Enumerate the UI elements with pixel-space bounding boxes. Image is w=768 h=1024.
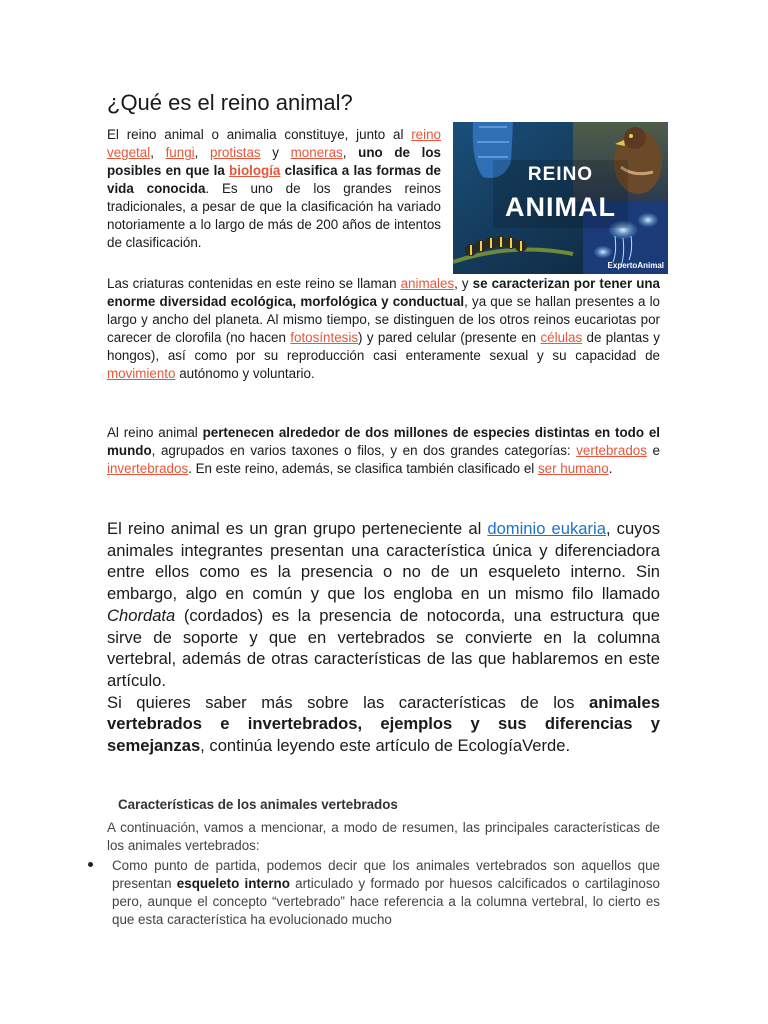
text: , continúa leyendo este artículo de EcologíaVerde. [200,736,571,756]
text: , [342,145,359,160]
especies-paragraph [107,424,660,478]
text: . En este reino, además, se clasifica también clasificado el [188,461,538,476]
link-protistas[interactable]: protistas [210,145,261,160]
hero-line1: REINO [527,164,594,185]
italic-text: Chordata [107,605,176,625]
bold-text: se caracterizan por tener una enorme diversidad ecológica, morfológica y conductual [107,276,660,309]
link-dominio-eukaria[interactable]: dominio eukaria [487,519,606,538]
hero-line2: ANIMAL [505,192,616,222]
link-invertebrados[interactable]: invertebrados [107,461,189,476]
text: , [150,145,166,160]
text: , cuyos animales integrantes presentan una característica única y diferenciadora entre ellos como es la presencia o no de un esqueleto interno. Sin embargo, algo en común y que los engloba en un mismo filo llamado [107,519,661,604]
section-heading: Características de los animales vertebrados [118,797,398,812]
text: autónomo y voluntario. [175,366,315,381]
bold-text: esqueleto interno [176,876,290,891]
bullet-item [112,857,660,929]
bold-text: pertenecen alrededor de dos millones de especies distintas en todo el mundo [107,425,660,458]
text: ) y pared celular (presente en [358,330,541,345]
link-fotosintesis[interactable]: fotosíntesis [290,330,359,345]
link-animales[interactable]: animales [400,276,455,291]
text: (cordados) es la presencia de notocorda, una estructura que sirve de soporte y que en vertebrados se convierte en la columna vertebral, además de otras características de las que hablaremos en este artículo. [107,605,660,690]
text: articulado y formado por huesos calcificados o cartilaginoso pero, aunque el concepto “vertebrado” hace referencia a la columna vertebral, lo cierto es que esta característica ha evolucionado mucho [112,876,661,927]
link-biologia[interactable]: biología [229,163,281,178]
text: El reino animal o animalia constituye, junto al [107,127,412,142]
intro-paragraph [107,126,441,252]
summary-paragraph [107,518,660,692]
text: y [260,145,291,160]
text: de plantas y hongos), así como por su reproducción casi enteramente sexual y su capacidad de [107,330,660,363]
link-movimiento[interactable]: movimiento [107,366,176,381]
reino-animal-image [453,122,668,274]
brand-logo: ExpertoAnimal [607,261,664,270]
bullet-icon [88,862,93,867]
summary-block [107,518,660,757]
text: . Es uno de los grandes reinos tradicionales, a pesar de que la clasificación ha variado notoriamente a lo largo de más de 200 años de intentos de clasificación. [107,181,442,250]
text: e [646,443,660,458]
link-ser-humano[interactable]: ser humano [537,461,609,476]
section-intro: A continuación, vamos a mencionar, a modo de resumen, las principales características de los animales vertebrados: [107,820,660,853]
text: El reino animal es un gran grupo perteneciente al [107,519,488,538]
link-celulas[interactable]: células [540,330,583,345]
text: Las criaturas contenidas en este reino se llaman [107,276,401,291]
link-fungi[interactable]: fungi [165,145,195,160]
criaturas-paragraph [107,275,660,383]
text: Al reino animal [107,425,203,440]
bold-text: uno de los posibles en que la [107,145,441,178]
bold-text: clasifica a las formas de vida conocida [107,163,441,196]
page-title: ¿Qué es el reino animal? [107,90,353,115]
link-moneras[interactable]: moneras [290,145,343,160]
link-vertebrados[interactable]: vertebrados [576,443,647,458]
text: , [194,145,211,160]
text: . [608,461,613,476]
read-more-paragraph [107,692,660,757]
bold-text: animales vertebrados e invertebrados, ejemplos y sus diferencias y semejanzas [107,692,660,756]
text: Si quieres saber más sobre las características de los [107,692,589,712]
link-reino-vegetal[interactable]: reino vegetal [107,127,441,160]
text: , agrupados en varios taxones o filos, y en dos grandes categorías: [151,443,577,458]
text: Como punto de partida, podemos decir que los animales vertebrados son aquellos que presentan [112,858,660,891]
text: , y [454,276,473,291]
text: , ya que se hallan presentes a lo largo y ancho del planeta. Al mismo tiempo, se distinguen de los otros reinos eucariotas por carecer de clorofila (no hacen [107,294,660,345]
